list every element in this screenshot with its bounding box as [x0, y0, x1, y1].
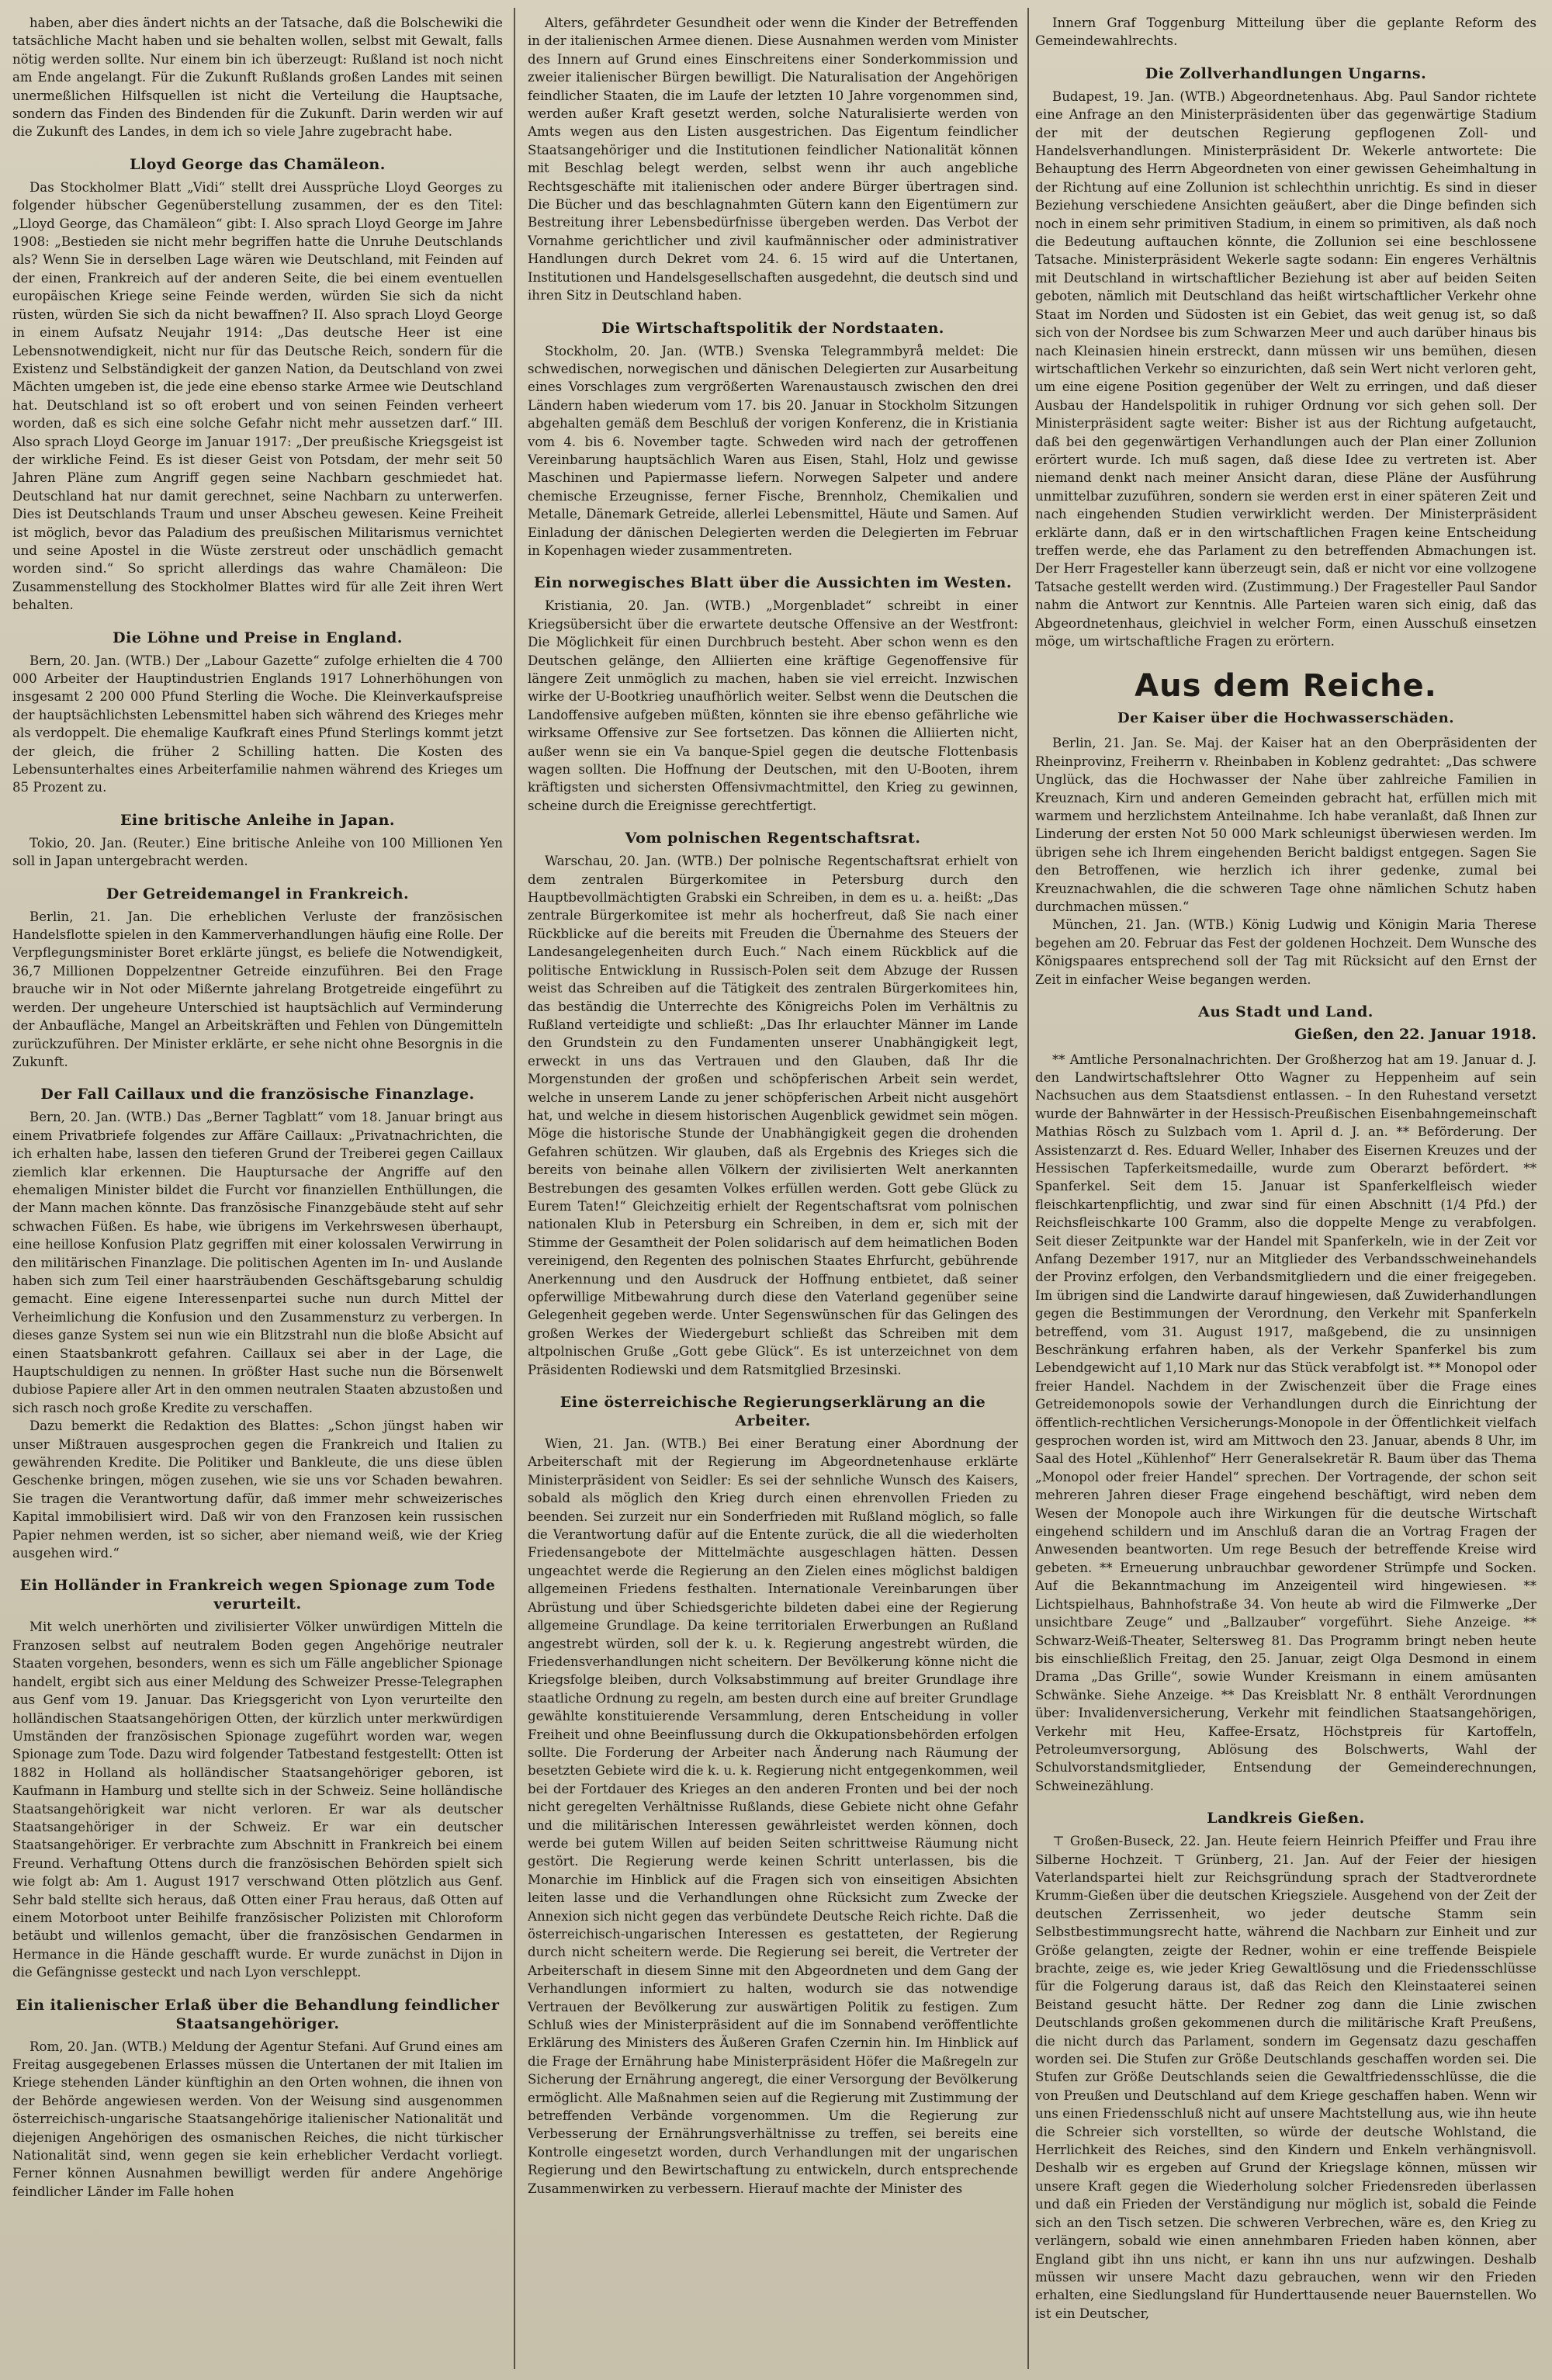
article-body: Berlin, 21. Jan. Se. Maj. der Kaiser hat an den Oberpräsidenten der Rheinprovinz, Freiherrn v. Rheinbaben in Koblenz gedrahtet: „Das schwere Unglück, das die Hochwasser der Nahe über zahlreiche Familien in Kreuznach, Kirn und anderen Gemeinden gebracht hat, erfüllen mich mit warmem und herzlichstem Anteilnahme. Ich habe veranlaßt, daß Ihnen zur Linderung der ersten Not 50 000 Mark schleunigst überwiesen werden. Im übrigen sehe ich Ihrem eingehenden Bericht baldigst entgegen. Sagen Sie den Betroffenen, wie herzlich ich ihrer gedenke, zumal bei Kreuznachwahlen, die die schweren Tage ohne nämlichen Schutz haben durchmachen müssen.“ [1035, 736, 1536, 915]
article-body: Berlin, 21. Jan. Die erheblichen Verluste der französischen Handelsflotte spielen in den Kammerverhandlungen häufig eine Rolle. Der Verpflegungsminister Boret erklärte jüngst, es beliefe die Notwendigkeit, 36,7 Millionen Doppelzentner Getreide einzuführen. Bei den Frage brauche wir in Not oder Mißernte jahrelang Brotgetreide eingeführt zu werden. Der ungeheure Unterschied ist hauptsächlich auf Verminderung der Anbaufläche, Mangel an Arbeitskräften und Fehlen von Düngemitteln zurückzuführen. Der Minister erklärte, er sehe nicht ohne Besorgnis in die Zukunft. [12, 909, 503, 1069]
section-heading-stadt-land: Aus Stadt und Land. [1198, 1003, 1374, 1021]
headline-loehne-preise: Die Löhne und Preise in England. [113, 629, 403, 646]
headline-italienischer-erlass: Ein italienischer Erlaß über die Behandlung feindlicher Staatsangehöriger. [16, 1996, 500, 2032]
headline-hollaender: Ein Holländer in Frankreich wegen Spionage zum Tode verurteilt. [19, 1577, 496, 1613]
article-body: Stockholm, 20. Jan. (WTB.) Svenska Telegrammbyrå meldet: Die schwedischen, norwegischen und dänischen Delegierten zur Ausarbeitung eines Vorschlages zum vergrößerten Warenaustausch zwischen den drei Ländern haben wiederum vom 17. bis 20. Januar in Stockholm Sitzungen abgehalten gemäß dem Beschluß der vorigen Konferenz, die in Kristiania vom 4. bis 6. November tagte. Schweden wird nach der getroffenen Vereinbarung hauptsächlich Waren aus Eisen, Stahl, Holz und gewisse Maschinen und Papiermasse liefern. Norwegen Salpeter und andere chemische Erzeugnisse, ferner Fische, Brennholz, Chemikalien und Metalle, Dänemark Getreide, allerlei Lebensmittel, Häute und Samen. Auf Einladung der dänischen Delegierten werden die Delegierten im Februar in Kopenhagen wieder zusammentreten. [528, 343, 1018, 558]
dateline: Gießen, den 22. Januar 1918. [1294, 1026, 1536, 1044]
headline-getreidemangel: Der Getreidemangel in Frankreich. [106, 885, 410, 902]
column-middle [528, 14, 1018, 2363]
article-continuation: haben, aber dies ändert nichts an der Tatsache, daß die Bolschewiki die tatsächliche Macht haben und sie behalten wollen, selbst mit Gewalt, falls nötig werden sollte. Nur einem bin ich überzeugt: Rußland ist noch nicht am Ende angelangt. Für die Zukunft Rußlands großen Landes mit seinen unermeßlichen Hilfsquellen ist nicht die Verteilung die Hauptsache, sondern das Finden des Bindenden für die Zukunft. Darin werden wir auf die Zukunft des Landes, in dem ich so viele Jahre zugebracht habe. [12, 16, 503, 140]
headline-anleihe-japan: Eine britische Anleihe in Japan. [120, 811, 396, 829]
local-news: ** Amtliche Personalnachrichten. Der Großherzog hat am 19. Januar d. J. den Landwirtschaftslehrer Otto Wagner zu Heppenheim auf sein Nachsuchen aus dem Staatsdienst entlassen. – In den Ruhestand versetzt wurde der Bahnwärter in der Hessisch-Preußischen Eisenbahngemeinschaft Mathias Rösch zu Sulzbach vom 1. April d. J. an. ** Beförderung. Der Assistenzarzt d. Res. Eduard Weller, Inhaber des Eisernen Kreuzes und der Hessischen Tapferkeitsmedaille, wurde zum Oberarzt befördert. ** Spanferkel. Seit dem 15. Januar ist Spanferkelfleisch wieder fleischkartenpflichtig, und zwar sind für einen Abschnitt (1/4 Pfd.) der Reichsfleischkarte 100 Gramm, also die doppelte Menge zu verabfolgen. Seit dieser Zeitpunkte war der Handel mit Spanferkeln, wie in der Zeit vor Anfang Dezember 1917, nur an Mitglieder des Verbandsschweinehandels der Provinz erfolgen, den Verbandsmitgliedern und die einer freigegeben. Im übrigen sind die Landwirte darauf hingewiesen, daß Zuwiderhandlungen gegen die Bestimmungen der Verordnung, den Verkehr mit Spanferkeln betreffend, vom 31. August 1917, maßgebend, die zu unsinnigen Beschränkung erfahren haben, als der Verkehr Spanferkel bis zum Lebendgewicht auf 1,10 Mark nur das Stück verabfolgt ist. ** Monopol oder freier Handel. Nachdem in der Zwischenzeit über die Frage eines Getreidemonopols sowie der Verhandlungen durch die Einrichtung der öffentlich-rechtlichen Versicherungs-Monopole in der Öffentlichkeit vielfach gesprochen worden ist, wird am Mittwoch den 23. Januar, abends 8 Uhr, im Saal des Hotel „Kühlenhof“ Herr Generalsekretär R. Baum über das Thema „Monopol oder freier Handel“ sprechen. Der Vortragende, der schon seit mehreren Jahren dieser Frage eingehend beschäftigt, wird neben dem Wesen der Monopole auch ihre Wirkungen für die deutsche Wirtschaft eingehend schildern und im Anschluß daran die an Vortrag Fragen der Anwesenden beantworten. Um rege Besuch der betreffende Kreise wird gebeten. ** Erneuerung unbrauchbar gewordener Strümpfe und Socken. Auf die Bekanntmachung im Anzeigenteil wird hingewiesen. ** Lichtspielhaus, Bahnhofstraße 34. Von heute ab wird die Filmwerke „Der unsichtbare Zeuge“ und „Ballzauber“ vorgeführt. Siehe Anzeige. ** Schwarz-Weiß-Theater, Seltersweg 81. Das Programm bringt neben heute bis einschließlich Freitag, den 25. Januar, zeigt Olga Desmond in einem Drama „Das Grille“, sowie Wunder Kreismann in einem amüsanten Schwänke. Siehe Anzeige. ** Das Kreisblatt Nr. 8 enthält Verordnungen über: Invalidenversicherung, Verkehr mit feindlichen Staatsangehörigen, Verkehr mit Heu, Kaffee-Ersatz, Höchstpreis für Kartoffeln, Petroleumversorgung, Ablösung des Bolschwerts, Wahl der Schulvorstandsmitglieder, Entsendung der Gemeinderechnungen, Schweinezählung. [1035, 1051, 1536, 1793]
article-body: Wien, 21. Jan. (WTB.) Bei einer Beratung einer Abordnung der Arbeiterschaft mit der Regierung im Abgeordnetenhause erklärte Ministerpräsident von Seidler: Es sei der sehnliche Wunsch des Kaisers, sobald als möglich den Krieg durch einen ehrenvollen Frieden zu beenden. Sei zurzeit nur ein Sonderfrieden mit Rußland möglich, so falle die Verantwortung dafür auf die Entente zurück, die all die wiederholten Friedensangebote der Mittelmächte ausgeschlagen hätten. Dessen ungeachtet werde die Regierung an den Zielen eines möglichst baldigen allgemeinen Friedens festhalten. Internationale Vereinbarungen über Abrüstung und über Schiedsgerichte bildeten dabei eine der Regierung allgemeine Grundlage. Da keine territorialen Erwerbungen an Rußland angestrebt würden, soll der k. u. k. Regierung angestrebt würden, die Friedensverhandlungen nicht scheitern. Der Bevölkerung könne nicht die Kriegsfolge bleiben, durch Volksabstimmung auf breiter Grundlage ihre staatliche Ordnung zu regeln, am besten durch eine auf breiter Grundlage gewählte konstituierende Versammlung, deren Entscheidung in voller Freiheit und ohne Beeinflussung durch die Okkupationsbehörden erfolgen sollte. Die Forderung der Arbeiter nach Änderung nach Räumung der besetzten Gebiete wird die k. u. k. Regierung nicht entgegenkommen, weil bei der Fortdauer des Krieges an den anderen Fronten und bei der noch nicht geregelten Verhältnisse Rußlands, diese Gebiete nicht ohne Gefahr und die militärischen Interessen gewährleistet werden können, doch werde bei gutem Willen auf beiden Seiten schrittweise Räumung nicht gestört. Die Regierung werde keinen Schritt unterlassen, bis die Monarchie im Hinblick auf die Fragen sich von einseitigen Absichten leiten lasse und die Verhandlungen ohne Rücksicht zum Zwecke der Annexion sich nicht gegen das verbündete Deutsche Reich richte. Daß die österreichisch-ungarischen Interessen es gestatteten, der Regierung durch nicht scheitern werde. Die Regierung sei bereit, die Vertreter der Arbeiterschaft in diesem Sinne mit den Abgeordneten und dem Gang der Verhandlungen informiert zu halten, wodurch sie das notwendige Vertrauen der Bevölkerung zur auswärtigen Politik zu festigen. Zum Schluß wies der Ministerpräsident auf die im Sonnabend veröffentlichte Erklärung des Ministers des Äußeren Grafen Czernin hin. Im Hinblick auf die Frage der Ernährung habe Ministerpräsident Höfer die Maßregeln zur Sicherung der Ernährung angeregt, die einer Versorgung der Bevölkerung ermöglicht. Alle Maßnahmen seien auf die Regierung mit Zustimmung der betreffenden Verbände vorgenommen. Um die Regierung zur Verbesserung der Ernährungsverhältnisse zu treffen, sei bereits eine Kontrolle eingesetzt worden, durch Verhandlungen mit der ungarischen Regierung und den Bewirtschaftung zu entwickeln, durch entsprechende Zusammenwirken zu verbessern. Hierauf machte der Minister des [528, 1436, 1018, 2196]
column-divider [514, 8, 515, 2369]
section-heading-reich: Aus dem Reiche. [1135, 668, 1437, 705]
headline-caillaux: Der Fall Caillaux und die französische Finanzlage. [40, 1086, 475, 1103]
headline-norwegisches-blatt: Ein norwegisches Blatt über die Aussichten im Westen. [534, 574, 1012, 592]
article-body: Kristiania, 20. Jan. (WTB.) „Morgenbladet“ schreibt in einer Kriegsübersicht über die erwartete deutsche Offensive an der Westfront: Die Möglichkeit für einen Durchbruch besteht. Aber schon wenn es den Deutschen gelänge, den Alliierten eine kräftige Gegenoffensive für längere Zeit unmöglich zu machen, haben sie viel erreicht. Inzwischen wirke der U-Bootkrieg unaufhörlich weiter. Selbst wenn die Deutschen die Landoffensive aufgeben müßten, könnten sie ihre ebenso gefährliche wie wirksame Offensive zur See fortsetzen. Das können die Alliierten nicht, außer wenn sie ein Va banque-Spiel gegen die deutsche Flottenbasis wagen sollten. Die Hoffnung der Deutschen, mit den U-Booten, ihrem kräftigsten und sichersten Offensivmachtmittel, den Krieg zu gewinnen, scheine durch die Ereignisse gerechtfertigt. [528, 598, 1018, 813]
article-body: Bern, 20. Jan. (WTB.) Der „Labour Gazette“ zufolge erhielten die 4 700 000 Arbeiter der Hauptindustrien Englands 1917 Lohnerhöhungen von insgesamt 2 200 000 Pfund Sterling die Woche. Die Kleinverkaufspreise der hauptsächlichsten Lebensmittel haben sich während des Krieges mehr als verdoppelt. Die ehemalige Kaufkraft eines Pfund Sterlings kommt jetzt der gleich, die früher 2 Schilling hatten. Die Kosten des Lebensunterhaltes eines Arbeiterfamilie nahmen während des Krieges um 85 Prozent zu. [12, 653, 503, 795]
article-body: Warschau, 20. Jan. (WTB.) Der polnische Regentschaftsrat erhielt von dem zentralen Bürgerkomitee in Petersburg durch den Hauptbevollmächtigten Grabski ein Schreiben, in dem es u. a. heißt: „Das zentrale Bürgerkomitee ist mehr als hocherfreut, daß Sie nach einer Rückblicke auf die bereits mit Freuden die Übernahme des Steuers der Landesangelegenheiten durch Euch.“ Nach einem Rückblick auf die politische Entwicklung in Russisch-Polen seit dem Abzuge der Russen weist das Schreiben auf die Tätigkeit des zentralen Bürgerkomitees hin, das beständig die Unterrechte des Königreichs Polen im Verhältnis zu Rußland verteidigte und schließt: „Das Ihr erlauchter Männer im Lande den Grundstein zu den Fundamenten unserer Unabhängigkeit legt, erweckt in uns das Vertrauen und den Glauben, daß Ihr die Morgenstunden der großen und schöpferischen Arbeit sein werdet, welche in unserem Lande zu jener schöpferischen Arbeit nicht ausgehört hat, und welche in diesem historischen Augenblick gewidmet sein mögen. Möge die historische Stunde der Unabhängigkeit gegen die drohenden Gefahren schützen. Wir glauben, daß als Ergebnis des Krieges sich die bereits von beinahe allen Völkern der zivilisierten Welt anerkannten Bestrebungen des gesamten Volkes erfüllen werden. Gott gebe Glück zu Eurem Taten!“ Gleichzeitig erhielt der Regentschaftsrat vom polnischen nationalen Klub in Petersburg ein Schreiben, in dem er, sich mit der Stimme der Gesamtheit der Polen solidarisch auf dem heimatlichen Boden vereinigend, den Regenten des polnischen Staates Ehrfurcht, gebührende Anerkennung und den Ausdruck der Hoffnung entbietet, daß seiner opferwillige Mitbewahrung durch diese den Vaterland gegenüber seine Gelegenheit gegeben werde. Unter Segenswünschen für das Gelingen des großen Werkes der Wiedergeburt schließt das Schreiben mit dem altpolnischen Gruße „Gott gebe Glück“. Es ist unterzeichnet von dem Präsidenten Rodiewski und dem Ratsmitglied Brzesinski. [528, 854, 1018, 1377]
headline-kaiser-hochwasser: Der Kaiser über die Hochwasserschäden. [1117, 710, 1454, 727]
article-body: Rom, 20. Jan. (WTB.) Meldung der Agentur Stefani. Auf Grund eines am Freitag ausgegebenen Erlasses müssen die Untertanen der mit Italien im Kriege stehenden Länder künftighin an den Orten wohnen, die ihnen von der Behörde angewiesen werden. Von der Weisung sind ausgenommen österreichisch-ungarische Staatsangehörige italienischer Nationalität und diejenigen Angehörigen des osmanischen Reiches, die nicht türkischer Nationalität sind, wenn gegen sie kein erheblicher Verdacht vorliegt. Ferner können Ausnahmen bewilligt werden für andere Angehörige feindlicher Länder im Falle hohen [12, 2039, 503, 2199]
column-left [12, 14, 503, 2363]
article-continuation: Alters, gefährdeter Gesundheit oder wenn die Kinder der Betreffenden in der italienischen Armee dienen. Diese Ausnahmen werden vom Minister des Innern auf Grund eines Einschreitens einer Sonderkommission und zweier italienischer Bürgen bewilligt. Die Naturalisation der Angehörigen feindlicher Staaten, die im Laufe der letzten 10 Jahre vorgenommen sind, werden außer Kraft gesetzt werden, solche Naturalisierte werden von Amts wegen aus den Listen ausgestrichen. Das Eigentum feindlicher Staatsangehöriger und die Institutionen feindlicher Nationalität können mit Beschlag belegt werden, selbst wenn ihr auch angebliche Rechtsgeschäfte mit italienischen oder andere Bürger übertragen sind. Die Bücher und das beschlagnahmten Gütern kann den Eigentümern zur Bestreitung ihrer Lebensbedürfnisse übergeben werden. Das Verbot der Vornahme gerichtlicher und zivil kaufmännischer oder administrativer Handlungen durch Dekret vom 24. 6. 15 wird auf die Untertanen, Institutionen und Handelsgesellschaften ausgedehnt, die deutsch sind und ihren Sitz in Deutschland haben. [528, 16, 1018, 303]
headline-landkreis: Landkreis Gießen. [1207, 1810, 1365, 1827]
headline-zollverhandlungen: Die Zollverhandlungen Ungarns. [1145, 64, 1427, 82]
article-body: Bern, 20. Jan. (WTB.) Das „Berner Tagblatt“ vom 18. Januar bringt aus einem Privatbriefe folgendes zur Affäre Caillaux: „Privatnachrichten, die ich erhalten habe, lassen den tieferen Grund der Treiberei gegen Caillaux ziemlich klar erkennen. Die Hauptursache der Angriffe auf den ehemaligen Minister bildet die Furcht vor finanziellen Enthüllungen, die der Mann machen könnte. Das französische Finanzgebäude steht auf sehr schwachen Füßen. Es habe, wie übrigens im Verkehrswesen überhaupt, eine heillose Konfusion Platz gegriffen mit einer kolossalen Verwirrung in den militärischen Finanzlage. Die politischen Agenten im In- und Auslande haben sich zum Teil einer haarsträubenden Geschäftsgebarung schuldig gemacht. Eine eigene Interessenpartei suche nun durch Mittel der Verheimlichung die Konfusion und den Zusammensturz zu verbergen. In dieses ganze System sei nun wie ein Blitzstrahl nun die bloße Absicht auf einen Staatsbankrott gefahren. Caillaux sei aber in der Lage, die Hauptschuldigen zu nennen. In größter Hast suche nun die Börsenwelt dubiose Papiere aller Art in den ommen neutralen Staaten abzustoßen und sich rasch noch große Kredite zu verschaffen. [12, 1110, 503, 1415]
article-body: Das Stockholmer Blatt „Vidi“ stellt drei Aussprüche Lloyd Georges zu folgender hübscher Gegenüberstellung zusammen, der es den Titel: „Lloyd George, das Chamäleon“ gibt: I. Also sprach Lloyd George im Jahre 1908: „Bestieden sie nicht mehr begriffen hatte die Unruhe Deutschlands als? Wenn Sie in derselben Lage wären wie Deutschland, mit Feinden auf der einen, Frankreich auf der anderen Seite, die bei einem eventuellen europäischen Kriege seine Feinde werden, würden Sie sich da nicht rüsten, würden Sie sich da nicht bewaffnen? II. Also sprach Lloyd George in einem Aufsatz Neujahr 1914: „Das deutsche Heer ist eine Lebensnotwendigkeit, nicht nur für das Deutsche Reich, sondern für die Existenz und Selbständigkeit der ganzen Nation, da Deutschland von zwei Mächten umgeben ist, die jede eine ebenso starke Armee wie Deutschland hat. Deutschland ist so oft erobert und von seinen Feinden verheert worden, daß es sich eine solche Gefahr nicht mehr aussetzen darf.“ III. Also sprach Lloyd George im Januar 1917: „Der preußische Kriegsgeist ist der wirkliche Feind. Es ist dieser Geist von Potsdam, der mehr seit 50 Jahren Pläne zum Angriff gegen seine Nachbarn geschmiedet hat. Deutschland hat nur damit gerechnet, seine Nachbarn zu unterwerfen. Dies ist Deutschlands Traum und unser Abscheu gewesen. Keine Freiheit ist möglich, bevor das Paladium des preußischen Militarismus vernichtet und seine Apostel in die Wüste zerstreut oder unschädlich gemacht worden sind.“ So spricht allerdings das wahre Chamäleon: Die Zusammenstellung des Stockholmer Blattes wird für alle Zeit ihren Wert behalten. [12, 179, 503, 613]
headline-oesterreich-erklaerung: Eine österreichische Regierungserklärung an die Arbeiter. [559, 1394, 986, 1430]
article-note: Dazu bemerkt die Redaktion des Blattes: „Schon jüngst haben wir unser Mißtrauen ausgesprochen gegen die Frankreich und Italien zu gewährenden Kredite. Die Politiker und Bankleute, die uns diese üblen Geschenke bringen, mögen zusehen, wie sie uns vor Schaden bewahren. Sie tragen die Verantwortung dafür, daß immer mehr schweizerisches Kapital immobilisiert wird. Daß wir von den Franzosen kein russischen Papier nehmen werden, ist so sicher, aber niemand weiß, wie der Krieg ausgehen wird.“ [12, 1419, 503, 1561]
column-divider [1027, 8, 1029, 2369]
article-note: München, 21. Jan. (WTB.) König Ludwig und Königin Maria Therese begehen am 20. Februar das Fest der goldenen Hochzeit. Dem Wunsche des Königspaares entsprechend soll der Tag mit Rücksicht auf den Ernst der Zeit in einfacher Weise begangen werden. [1035, 917, 1536, 987]
headline-lloyd-george: Lloyd George das Chamäleon. [130, 155, 386, 173]
local-news: ⊤ Großen-Buseck, 22. Jan. Heute feiern Heinrich Pfeiffer und Frau ihre Silberne Hochzeit. ⊤ Grünberg, 21. Jan. Auf der Feier der hiesigen Vaterlandspartei hielt zur Reichsgründung sprach der Stadtverordnete Krumm-Gießen über die deutschen Kriegsziele. Ausgehend von der Zeit der deutschen Zerrissenheit, wo jeder deutsche Stamm sein Selbstbestimmungsrecht hatte, während die Nachbarn zur Einheit und zur Größe gelangten, zeigte der Redner, wohin er eine treffende Beispiele brachte, zeige es, wie jeder Krieg Gewaltlösung und die Friedensschlüsse für die Folgerung daraus ist, daß das Reich den Kleinstaaterei seinen Beistand gesucht hätte. Der Redner zog dann die Linie zwischen Deutschlands großen gekommenen durch die militärische Kraft Preußens, die nicht durch das Parlament, sondern im Gegensatz dazu geschaffen worden sei. Die Stufen zur Größe Deutschlands geschaffen worden sei. Die Stufen zur Größe Deutschlands seien die Gewaltfriedensschlüsse, die die von Preußen und Deutschland auf dem Kriege geschaffen haben. Wenn wir uns einen Friedensschluß nicht auf unsere Machtstellung aus, wie ihn heute die Schreier sich vorstellten, so würde der deutsche Wohlstand, die Herrlichkeit des Reiches, sind den Kindern und Enkeln verhängnisvoll. Deshalb wir es ergeben auf Grund der Kriegslage können, müssen wir unsere Kraft gegen die Wiederholung solcher Friedensreden überlassen und daß ein Frieden der Verständigung nur möglich ist, sobald die Feinde sich an den Tisch setzen. Die schweren Verbrechen, wäre es, den Krieg zu verlängern, sobald wie einen annehmbaren Frieden haben können, aber England gibt ihn uns nicht, er kann ihn uns nur aufzwingen. Deshalb müssen wir unsere Macht dazu gebrauchen, wenn wir den Frieden erhalten, eine Siedlungsland für Hunderttausende neuer Bauernstellen. Wo ist ein Deutscher, [1035, 1834, 1536, 2321]
article-continuation: Innern Graf Toggenburg Mitteilung über die geplante Reform des Gemeindewahlrechts. [1035, 16, 1536, 49]
headline-regentschaftsrat: Vom polnischen Regentschaftsrat. [625, 830, 921, 847]
column-right [1035, 14, 1536, 2363]
article-body: Mit welch unerhörten und zivilisierter Völker unwürdigen Mitteln die Franzosen selbst auf neutralem Boden gegen Angehörige neutraler Staaten vorgehen, besonders, wenn es sich um Fälle angeblicher Spionage handelt, ergibt sich aus einer Meldung des Schweizer Presse-Telegraphen aus Genf vom 19. Januar. Das Kriegsgericht von Lyon verurteilte den holländischen Staatsangehörigen Otten, der kürzlich unter merkwürdigen Umständen der französischen Spionage zugeführt worden war, wegen Spionage zum Tode. Dazu wird folgender Tatbestand festgestellt: Otten ist 1882 in Holland als holländischer Staatsangehöriger geboren, ist Kaufmann in Hamburg und stellte sich in der Schweiz. Seine holländische Staatsangehörigkeit war nicht verloren. Er war als deutscher Staatsangehöriger in der Schweiz. Er war ein deutscher Staatsangehöriger. Er verbrachte zum Abschnitt in Frankreich bei einem Freund. Verhaftung Ottens durch die französischen Behörden spielt sich wie folgt ab: Am 1. August 1917 verschwand Otten plötzlich aus Genf. Sehr bald stellte sich heraus, daß Otten einer Frau heraus, daß Otten auf einem Motorboot unter Beihilfe französischer Polizisten mit Chloroform betäubt und willenlos gemacht, über die französischen Gendarmen in Hermance in die Hände geschafft wurde. Er wurde zunächst in Dijon in die Gefängnisse gesteckt und nach Lyon verschleppt. [12, 1620, 503, 1980]
article-body: Tokio, 20. Jan. (Reuter.) Eine britische Anleihe von 100 Millionen Yen soll in Japan untergebracht werden. [12, 835, 503, 869]
headline-nordstaaten: Die Wirtschaftspolitik der Nordstaaten. [601, 319, 944, 337]
article-body: Budapest, 19. Jan. (WTB.) Abgeordnetenhaus. Abg. Paul Sandor richtete eine Anfrage an den Ministerpräsidenten über das gegenwärtige Stadium der mit der deutschen Regierung gepflogenen Zoll- und Handelsverhandlungen. Ministerpräsident Dr. Wekerle antwortete: Die Behauptung des Herrn Abgeordneten von einer gewissen Geheimhaltung in der Richtung auf eine Zollunion ist schlechthin unrichtig. Es sind in dieser Beziehung verschiedene Ansichten geäußert, aber die Dinge befinden sich noch in einem sehr primitiven Stadium, in einem so primitiven, als daß noch die Bedeutung auftauchen könnte, die Zollunion sei eine beschlossene Tatsache. Ministerpräsident Wekerle sagte sodann: Ein engeres Verhältnis mit Deutschland in wirtschaftlicher Beziehung ist aber auf beiden Seiten geboten, nämlich mit Deutschland das heißt wirtschaftlicher Verkehr ohne Staat im Norden und Südosten ist ein Gebiet, das weit genug ist, so daß sich von der Nordsee bis zum Schwarzen Meer und auch darüber hinaus bis nach Kleinasien hinein erstreckt, dann müssen wir uns bemühen, diesen wirtschaftlichen Verkehr so einzurichten, daß sein Wert nicht verloren geht, um eine eigene Position gegenüber der Welt zu erringen, und daß dieser Ausbau der Handelspolitik in ruhiger Ordnung vor sich gehen soll. Der Ministerpräsident sagte weiter: Bisher ist aus der Richtung aufgetaucht, daß bei den gegenwärtigen Verhandlungen auch der Plan einer Zollunion erörtert wurde. Ich muß sagen, daß diese Idee zu vertreten ist. Aber niemand denkt nach meiner Ansicht daran, diese Pläne der Ausführung unmittelbar zuzuführen, sondern sie werden erst in einer späteren Zeit und nach eingehenden Studien verwirklicht werden. Der Ministerpräsident erklärte dann, daß er in den wirtschaftlichen Fragen keine Entscheidung treffen werde, ehe das Parlament zu den betreffenden Abmachungen ist. Der Herr Fragesteller kann überzeugt sein, daß er nicht vor eine vollzogene Tatsache gestellt werden wird. (Zustimmung.) Der Fragesteller Paul Sandor nahm die Antwort zur Kenntnis. Alle Parteien waren sich einig, daß das Abgeordnetenhaus, gleichviel in welcher Form, einen Ausschuß einsetzen möge, um wirtschaftliche Fragen zu erörtern. [1035, 88, 1536, 649]
